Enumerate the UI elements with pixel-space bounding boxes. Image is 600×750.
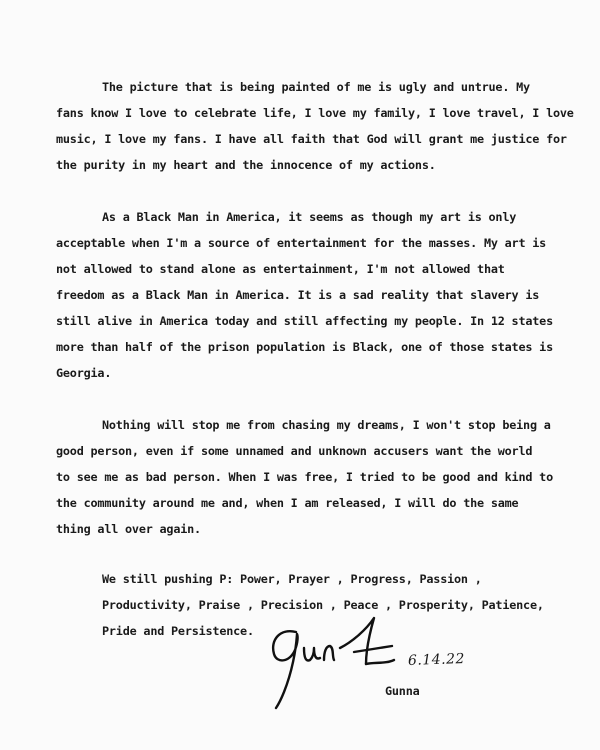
signature-name: Gunna	[385, 684, 420, 698]
letter-line: to see me as bad person. When I was free, I tried to be good and kind to	[56, 470, 553, 484]
letter-line: music, I love my fans. I have all faith that God will grant me justice for	[56, 132, 567, 146]
letter-line: the community around me and, when I am released, I will do the same	[56, 496, 519, 510]
signature-mark	[262, 610, 412, 720]
letter-line: fans know I love to celebrate life, I love my family, I love travel, I love	[56, 106, 574, 120]
letter-line: good person, even if some unnamed and unknown accusers want the world	[56, 444, 533, 458]
letter-line: The picture that is being painted of me is ugly and untrue. My	[102, 80, 530, 94]
paragraph-1	[56, 74, 574, 178]
letter-line: Georgia.	[56, 366, 112, 380]
letter-line: freedom as a Black Man in America. It is a sad reality that slavery is	[56, 288, 540, 302]
letter-line: Productivity, Praise , Precision , Peace , Prosperity, Patience,	[102, 598, 544, 612]
letter-line: Nothing will stop me from chasing my dreams, I won't stop being a	[102, 418, 551, 432]
letter-line: As a Black Man in America, it seems as though my art is only	[102, 210, 517, 224]
letter-line: acceptable when I'm a source of entertainment for the masses. My art is	[56, 236, 547, 250]
letter-line: Pride and Persistence.	[102, 624, 254, 638]
letter-line: not allowed to stand alone as entertainment, I'm not allowed that	[56, 262, 505, 276]
letter-line: We still pushing P: Power, Prayer , Progress, Passion ,	[102, 572, 482, 586]
letter-line: the purity in my heart and the innocence of my actions.	[56, 158, 436, 172]
letter-line: thing all over again.	[56, 522, 201, 536]
letter-line: still alive in America today and still affecting my people. In 12 states	[56, 314, 553, 328]
paragraph-2	[56, 204, 556, 386]
signature-date: 6.14.22	[407, 651, 466, 669]
paragraph-3	[56, 412, 556, 542]
letter-line: more than half of the prison population is Black, one of those states is	[56, 340, 553, 354]
